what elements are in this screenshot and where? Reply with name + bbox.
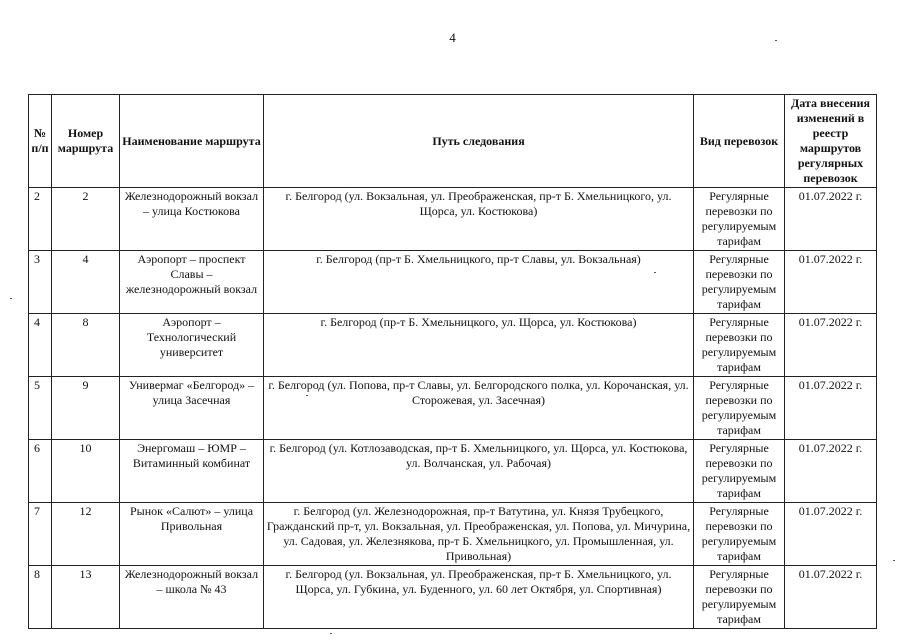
header-index: № п/п [29, 95, 52, 188]
routes-table [28, 94, 877, 629]
table-row [29, 188, 877, 251]
scan-speck [775, 40, 777, 41]
cell-route-name: Энергомаш – ЮМР – Витаминный комбинат [120, 440, 264, 503]
cell-route-number: 9 [52, 377, 120, 440]
cell-route-number: 12 [52, 503, 120, 566]
cell-index: 8 [29, 566, 52, 629]
cell-registry-date: 01.07.2022 г. [785, 566, 877, 629]
cell-route-name: Рынок «Салют» – улица Привольная [120, 503, 264, 566]
cell-transport-type: Регулярные перевозки по регулируемым тарифам [694, 314, 785, 377]
cell-path: г. Белгород (пр-т Б. Хмельницкого, ул. Щорса, ул. Костюкова) [264, 314, 694, 377]
header-registry-date: Дата внесения изменений в реестр маршрутов регулярных перевозок [785, 95, 877, 188]
cell-transport-type: Регулярные перевозки по регулируемым тарифам [694, 440, 785, 503]
cell-transport-type: Регулярные перевозки по регулируемым тарифам [694, 251, 785, 314]
cell-registry-date: 01.07.2022 г. [785, 188, 877, 251]
cell-route-name: Аэропорт – Технологический университет [120, 314, 264, 377]
cell-registry-date: 01.07.2022 г. [785, 251, 877, 314]
cell-route-name: Универмаг «Белгород» – улица Засечная [120, 377, 264, 440]
table-row [29, 566, 877, 629]
header-route-number: Номер маршрута [52, 95, 120, 188]
cell-transport-type: Регулярные перевозки по регулируемым тарифам [694, 188, 785, 251]
cell-path: г. Белгород (ул. Вокзальная, ул. Преображенская, пр-т Б. Хмельницкого, ул. Щорса, ул. Костюкова) [264, 188, 694, 251]
scan-speck [893, 560, 895, 561]
cell-registry-date: 01.07.2022 г. [785, 377, 877, 440]
cell-route-name: Аэропорт – проспект Славы – железнодорожный вокзал [120, 251, 264, 314]
table-row [29, 314, 877, 377]
table-row [29, 503, 877, 566]
scan-speck [330, 633, 332, 634]
cell-registry-date: 01.07.2022 г. [785, 503, 877, 566]
page-number: 4 [449, 30, 456, 45]
cell-transport-type: Регулярные перевозки по регулируемым тарифам [694, 566, 785, 629]
header-transport-type: Вид перевозок [694, 95, 785, 188]
cell-index: 6 [29, 440, 52, 503]
cell-route-number: 2 [52, 188, 120, 251]
table-header-row [29, 95, 877, 188]
cell-registry-date: 01.07.2022 г. [785, 314, 877, 377]
cell-route-name: Железнодорожный вокзал – улица Костюкова [120, 188, 264, 251]
cell-path: г. Белгород (ул. Попова, пр-т Славы, ул. Белгородского полка, ул. Корочанская, ул. Сторожевая, ул. Засечная) [264, 377, 694, 440]
table-row [29, 440, 877, 503]
table-row [29, 251, 877, 314]
cell-index: 4 [29, 314, 52, 377]
cell-index: 7 [29, 503, 52, 566]
table-row [29, 377, 877, 440]
scan-speck [306, 395, 308, 396]
cell-path: г. Белгород (ул. Железнодорожная, пр-т Ватутина, ул. Князя Трубецкого, Гражданский пр-т, ул. Вокзальная, ул. Преображенская, ул. Попова, ул. Мичурина, ул. Садовая, ул. Железнякова, пр-т Б. Хмельницкого, ул. Промышленная, ул. Привольная) [264, 503, 694, 566]
table-body [29, 188, 877, 629]
cell-path: г. Белгород (ул. Котлозаводская, пр-т Б. Хмельницкого, ул. Щорса, ул. Костюкова, ул. Волчанская, ул. Рабочая) [264, 440, 694, 503]
cell-index: 3 [29, 251, 52, 314]
cell-route-number: 8 [52, 314, 120, 377]
cell-path: г. Белгород (ул. Вокзальная, ул. Преображенская, пр-т Б. Хмельницкого, ул. Щорса, ул. Губкина, ул. Буденного, ул. 60 лет Октября, ул. Спортивная) [264, 566, 694, 629]
cell-path: г. Белгород (пр-т Б. Хмельницкого, пр-т Славы, ул. Вокзальная) [264, 251, 694, 314]
cell-route-number: 4 [52, 251, 120, 314]
scan-speck [654, 272, 656, 273]
cell-transport-type: Регулярные перевозки по регулируемым тарифам [694, 503, 785, 566]
cell-route-number: 13 [52, 566, 120, 629]
header-path: Путь следования [264, 95, 694, 188]
cell-route-number: 10 [52, 440, 120, 503]
cell-route-name: Железнодорожный вокзал – школа № 43 [120, 566, 264, 629]
scan-speck [10, 298, 12, 299]
header-route-name: Наименование маршрута [120, 95, 264, 188]
cell-registry-date: 01.07.2022 г. [785, 440, 877, 503]
cell-index: 5 [29, 377, 52, 440]
cell-transport-type: Регулярные перевозки по регулируемым тарифам [694, 377, 785, 440]
cell-index: 2 [29, 188, 52, 251]
